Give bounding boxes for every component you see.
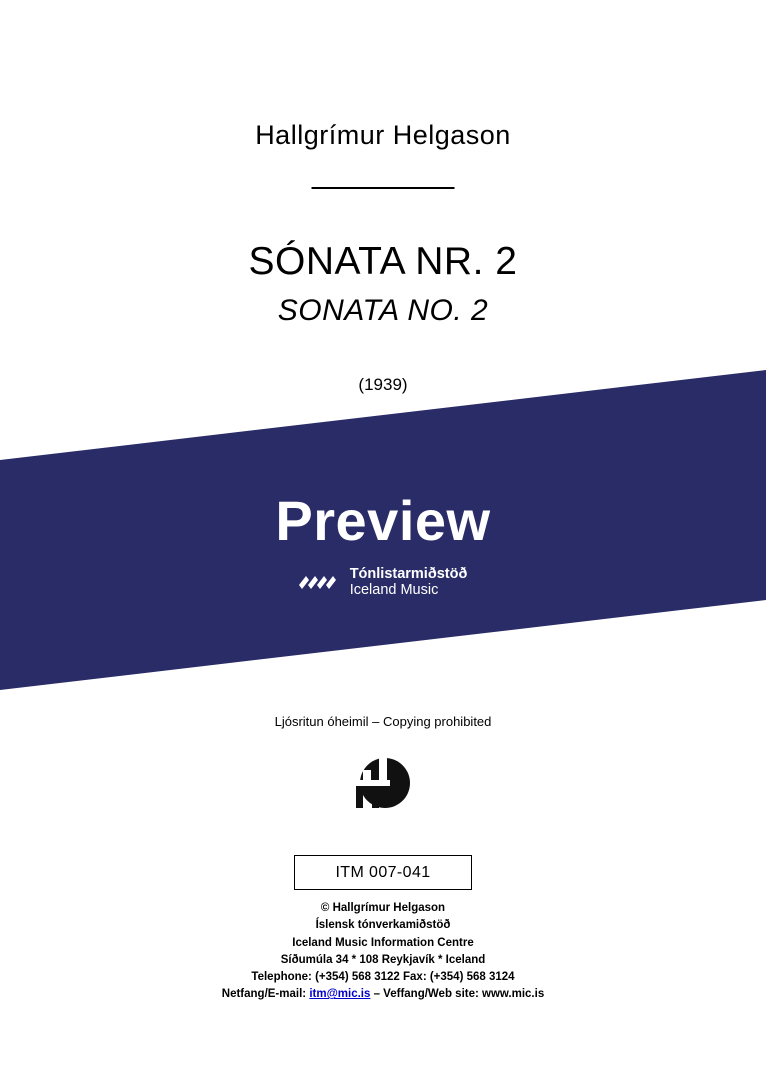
logo-line-english: Iceland Music — [349, 582, 439, 599]
itm-emblem-icon — [352, 752, 414, 814]
catalogue-number: ITM 007-041 — [335, 863, 431, 881]
imprint-phone-fax: Telephone: (+354) 568 3122 Fax: (+354) 568 3124 — [251, 971, 515, 983]
iceland-music-logo — [0, 566, 766, 598]
iceland-music-logo-text — [350, 566, 468, 598]
preview-label: Preview — [275, 489, 491, 552]
catalogue-number-box — [294, 855, 472, 890]
logo-line-icelandic: Tónlistarmiðstöð — [349, 566, 468, 582]
imprint-email-prefix: Netfang/E-mail: — [221, 988, 310, 1001]
composition-year: (1939) — [358, 375, 408, 394]
imprint-block — [0, 900, 766, 1004]
imprint-copyright: © Hallgrímur Helgason — [320, 902, 446, 914]
email-link[interactable]: itm@mic.is — [309, 988, 371, 1001]
imprint-publisher-en: Iceland Music Information Centre — [292, 936, 474, 949]
page-title-english: SONATA NO. 2 — [277, 294, 489, 327]
composer-name: Hallgrímur Helgason — [255, 120, 511, 150]
imprint-address: Síðumúla 34 * 108 Reykjavík * Iceland — [280, 953, 486, 966]
imprint-publisher-is: Íslensk tónverkamiðstöð — [315, 919, 451, 932]
imprint-contact — [0, 986, 766, 1003]
iceland-music-mark-icon — [299, 569, 341, 595]
title-divider-rule — [312, 187, 455, 189]
page-title-icelandic: SÓNATA NR. 2 — [248, 240, 518, 283]
copying-prohibited-notice: Ljósritun óheimil – Copying prohibited — [274, 714, 492, 729]
imprint-web-suffix: – Veffang/Web site: www.mic.is — [370, 988, 545, 1001]
